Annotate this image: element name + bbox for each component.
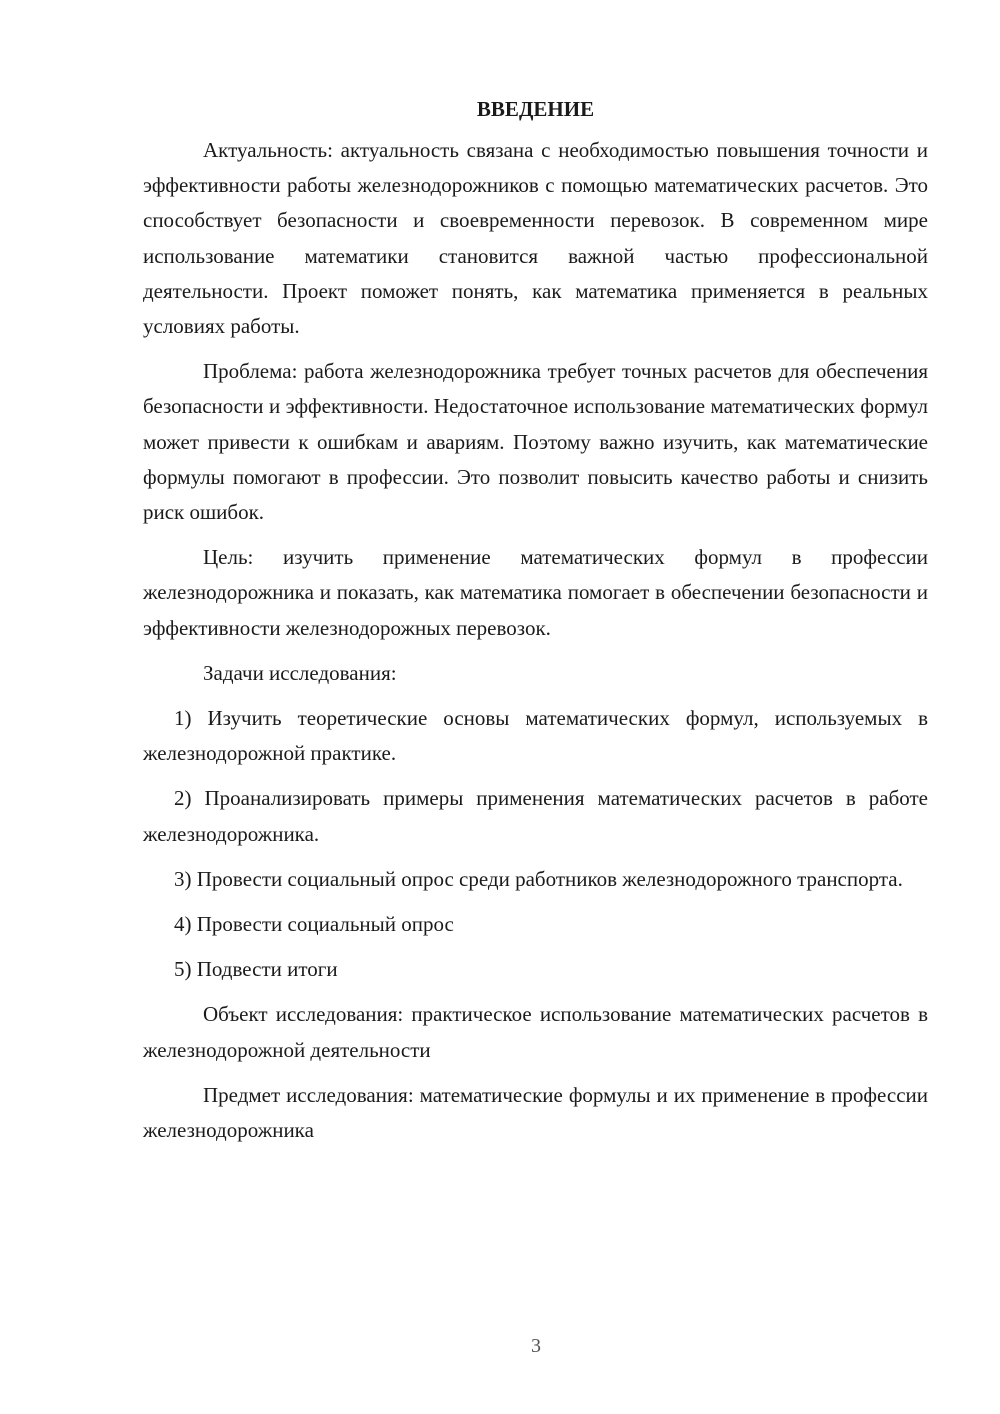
problem-paragraph: Проблема: работа железнодорожника требует точных расчетов для обеспечения безопасности и эффективности. Недостаточное использование математических формул может привести к ошибкам и авариям. Поэтому важно изучить, как математические формулы помогают в профессии. Это позволит повысить качество работы и снизить риск ошибок. <box>143 359 928 525</box>
research-subject-paragraph: Предмет исследования: математические формулы и их применение в профессии железнодорожника <box>143 1082 928 1143</box>
goal-paragraph: Цель: изучить применение математических формул в профессии железнодорожника и показать, как математика помогает в обеспечении безопасности и эффективности железнодорожных перевозок. <box>143 545 928 640</box>
page-number: 3 <box>531 1335 541 1357</box>
task-item-4: 4) Провести социальный опрос <box>174 912 454 937</box>
relevance-paragraph: Актуальность: актуальность связана с необходимостью повышения точности и эффективности работы железнодорожников с помощью математических расчетов. Это способствует безопасности и своевременности перевозок. В современном мире использование математики становится важной частью профессиональной деятельности. Проект поможет понять, как математика применяется в реальных условиях работы. <box>143 138 928 339</box>
research-object-paragraph: Объект исследования: практическое использование математических расчетов в железнодорожной деятельности <box>143 1002 928 1062</box>
task-item-2: 2) Проанализировать примеры применения математических расчетов в работе железнодорожника. <box>143 786 928 846</box>
task-item-3: 3) Провести социальный опрос среди работников железнодорожного транспорта. <box>174 866 903 891</box>
task-item-1: 1) Изучить теоретические основы математических формул, используемых в железнодорожной практике. <box>143 706 928 766</box>
tasks-heading: Задачи исследования: <box>203 660 397 685</box>
page-title: ВВЕДЕНИЕ <box>476 97 595 121</box>
document-page <box>143 92 928 1158</box>
task-item-5: 5) Подвести итоги <box>174 957 338 982</box>
